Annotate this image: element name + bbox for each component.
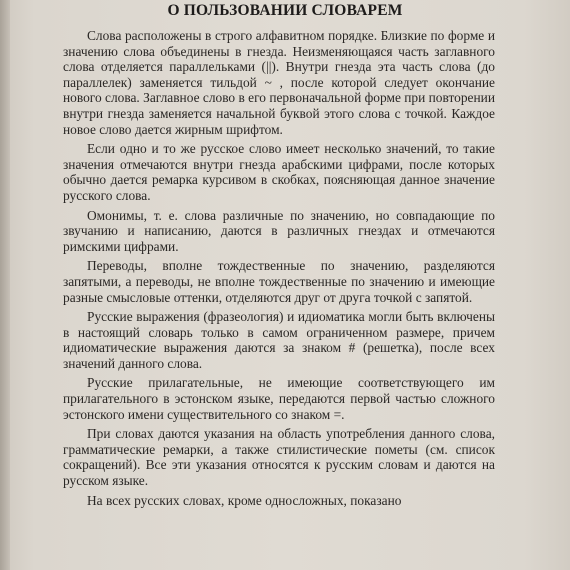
paragraph-homonyms: Омонимы, т. е. слова различные по значению, но совпадающие по звучанию и написанию, даются в различных гнездах и отмечаются римскими цифрами. — [63, 207, 495, 254]
body-text — [63, 28, 495, 512]
paragraph-adjectives: Русские прилагательные, не имеющие соответствующего им прилагательного в эстонском языке, передаются первой частью сложного эстонского имени существительного со знаком =. — [63, 375, 495, 422]
paragraph-alphabetical-order: Слова расположены в строго алфавитном порядке. Близкие по форме и значению слова объединены в гнезда. Неизменяющаяся часть заглавного слова отделяется параллельками (||). Внутри гнезда эта часть слова (до параллелек) заменяется тильдой ~ , после которой следует окончание нового слова. Заглавное слово в его первоначальной форме при повторении внутри гнезда заменяется начальной буквой этого слова с точкой. Каждое новое слово дается жирным шрифтом. — [63, 28, 495, 137]
page-edge — [0, 0, 10, 570]
paragraph-stress-marks: На всех русских словах, кроме односложных, показано — [87, 492, 402, 508]
page-heading: О ПОЛЬЗОВАНИИ СЛОВАРЕМ — [167, 2, 403, 19]
paragraph-multiple-meanings: Если одно и то же русское слово имеет несколько значений, то такие значения отмечаются внутри гнезда арабскими цифрами, после которых обычно дается ремарка курсивом в скобках, поясняющая данное значение русского слова. — [63, 141, 495, 203]
paragraph-usage-remarks: При словах даются указания на область употребления данного слова, грамматические ремарки, а также стилистические пометы (см. список сокращений). Все эти указания относятся к русским словам и даются на русском языке. — [63, 426, 495, 489]
paragraph-translations: Переводы, вполне тождественные по значению, разделяются запятыми, а переводы, не вполне тождественные по значению и имеющие разные смысловые оттенки, отделяются друг от друга точкой с запятой. — [63, 258, 495, 305]
paragraph-phraseology: Русские выражения (фразеология) и идиоматика могли быть включены в настоящий словарь только в самом ограниченном размере, причем идиоматические выражения даются за знаком # (решетка), после всех значений данного слова. — [63, 309, 495, 371]
